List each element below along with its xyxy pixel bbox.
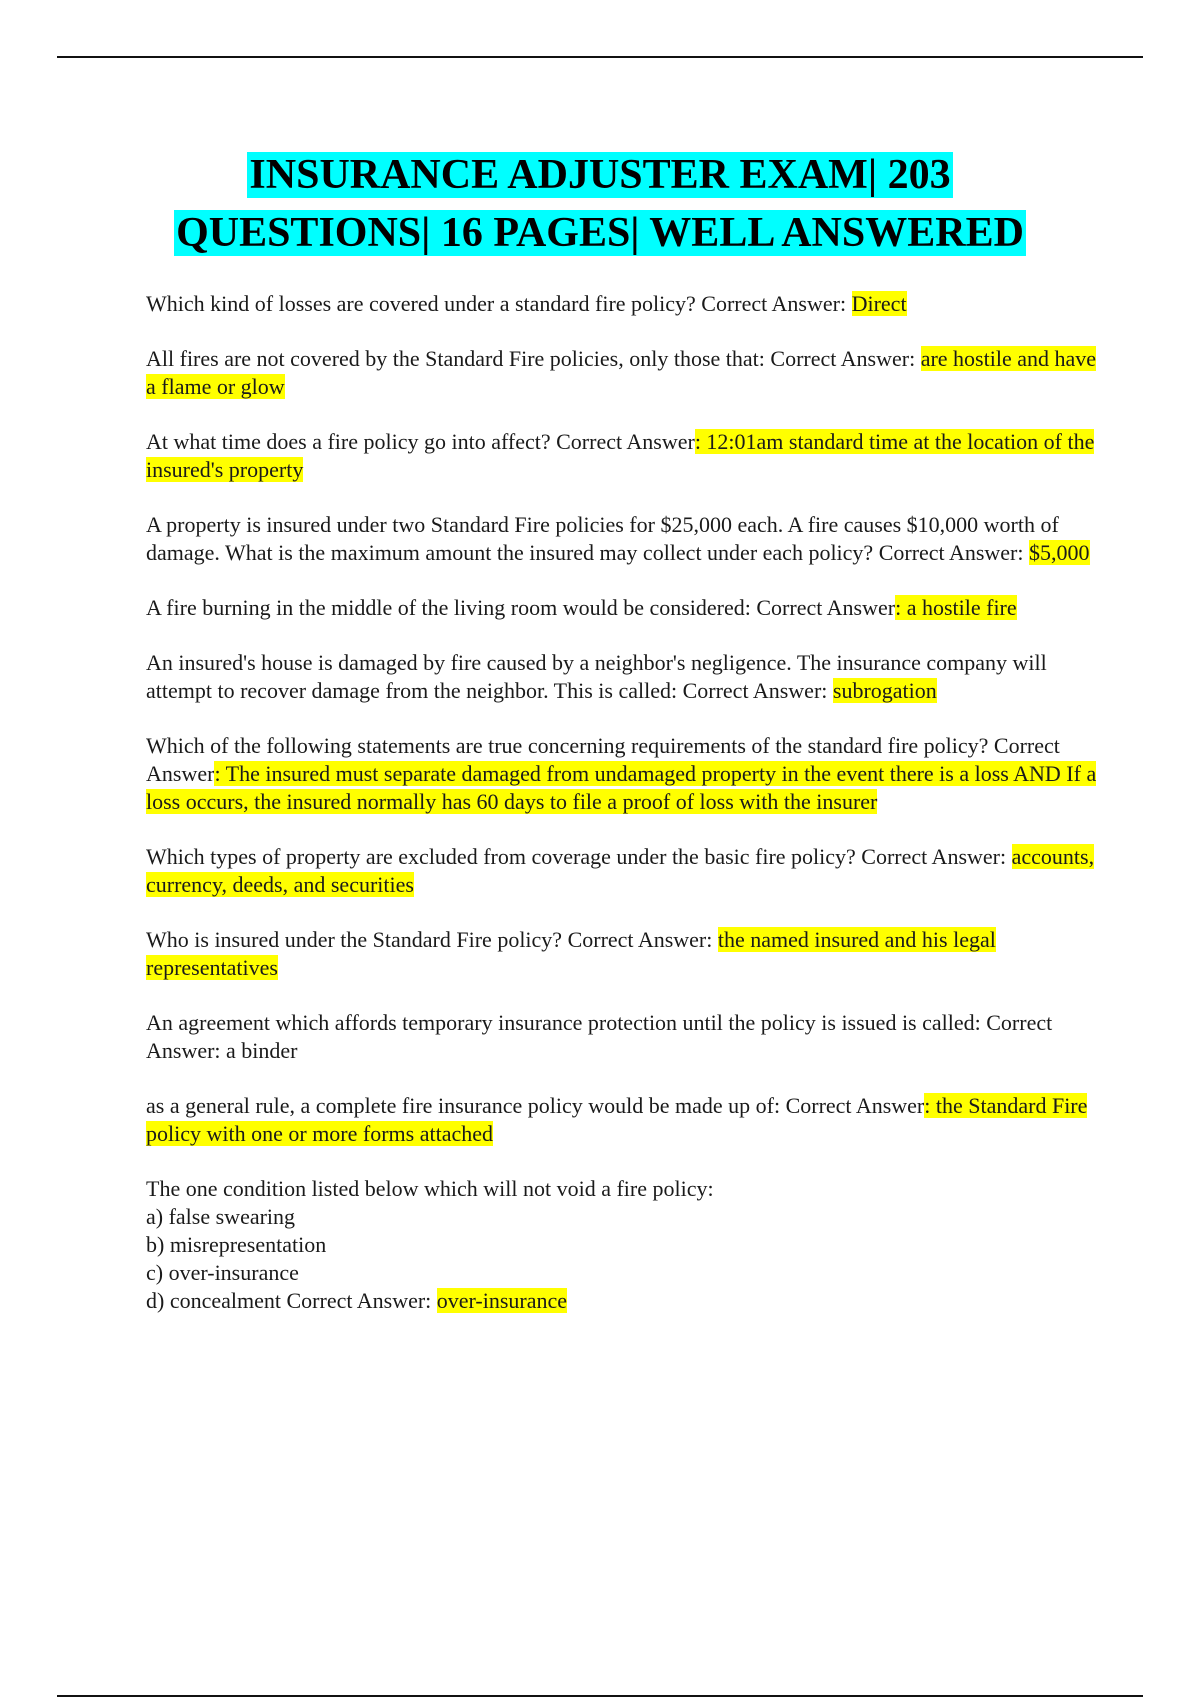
answer-highlight: $5,000 xyxy=(1029,540,1090,565)
question-text: An insured's house is damaged by fire caused by a neighbor's negligence. The insurance company will attempt to recover damage from the neighbor. This is called: Correct Answer: xyxy=(146,650,1047,703)
question-text: Which types of property are excluded from coverage under the basic fire policy? Correct Answer: xyxy=(146,844,1012,869)
qa-item-1 xyxy=(146,290,1106,318)
title-line-1: INSURANCE ADJUSTER EXAM| 203 xyxy=(249,152,951,198)
option-d xyxy=(146,1287,1106,1315)
bottom-rule xyxy=(57,1695,1143,1697)
question-text: as a general rule, a complete fire insurance policy would be made up of: Correct Answer xyxy=(146,1093,925,1118)
answer-highlight: accounts, currency, deeds, and securities xyxy=(146,844,1095,897)
answer-highlight: over-insurance xyxy=(436,1288,568,1313)
option-a: a) false swearing xyxy=(146,1204,296,1229)
answer-highlight: the named insured and his legal representatives xyxy=(146,927,996,980)
question-text: Who is insured under the Standard Fire policy? Correct Answer: xyxy=(146,927,718,952)
question-text: At what time does a fire policy go into affect? Correct Answer xyxy=(146,429,695,454)
question-text: All fires are not covered by the Standard Fire policies, only those that: Correct Answer: xyxy=(146,346,921,371)
top-rule xyxy=(57,56,1143,58)
qa-item-12 xyxy=(146,1175,1106,1315)
question-text: Which kind of losses are covered under a standard fire policy? Correct Answer: xyxy=(146,291,852,316)
question-text: A fire burning in the middle of the living room would be considered: Correct Answer xyxy=(146,595,896,620)
qa-item-7 xyxy=(146,732,1106,816)
option-c: c) over-insurance xyxy=(146,1260,299,1285)
question-text: A property is insured under two Standard Fire policies for $25,000 each. A fire causes $10,000 worth of damage. What is the maximum amount the insured may collect under each policy? Correct Answer: xyxy=(146,512,1059,565)
title-line-2: QUESTIONS| 16 PAGES| WELL ANSWERED xyxy=(176,210,1024,256)
question-text: The one condition listed below which will not void a fire policy: xyxy=(146,1176,714,1201)
qa-item-9 xyxy=(146,926,1106,982)
qa-list xyxy=(146,290,1106,1342)
qa-item-4 xyxy=(146,511,1106,567)
option-b: b) misrepresentation xyxy=(146,1232,327,1257)
qa-item-2 xyxy=(146,345,1106,401)
qa-item-6 xyxy=(146,649,1106,705)
answer-highlight: subrogation xyxy=(832,678,937,703)
qa-item-10 xyxy=(146,1009,1106,1065)
page-title xyxy=(0,146,1200,262)
option-d-text: d) concealment Correct Answer: xyxy=(146,1288,437,1313)
answer-highlight: : 12:01am standard time at the location of the insured's property xyxy=(146,429,1095,482)
answer-highlight: : a hostile fire xyxy=(895,595,1017,620)
qa-item-11 xyxy=(146,1092,1106,1148)
qa-item-5 xyxy=(146,594,1106,622)
answer-highlight: : the Standard Fire policy with one or more forms attached xyxy=(146,1093,1088,1146)
question-text: An agreement which affords temporary insurance protection until the policy is issued is called: Correct Answer: a binder xyxy=(146,1010,1053,1063)
question-text: Which of the following statements are true concerning requirements of the standard fire policy? Correct Answer xyxy=(146,733,1060,786)
qa-item-3 xyxy=(146,428,1106,484)
qa-item-8 xyxy=(146,843,1106,899)
answer-highlight: are hostile and have a flame or glow xyxy=(146,346,1096,399)
answer-highlight: Direct xyxy=(851,291,907,316)
answer-highlight: : The insured must separate damaged from undamaged property in the event there is a loss AND If a loss occurs, the insured normally has 60 days to file a proof of loss with the insurer xyxy=(146,761,1097,814)
